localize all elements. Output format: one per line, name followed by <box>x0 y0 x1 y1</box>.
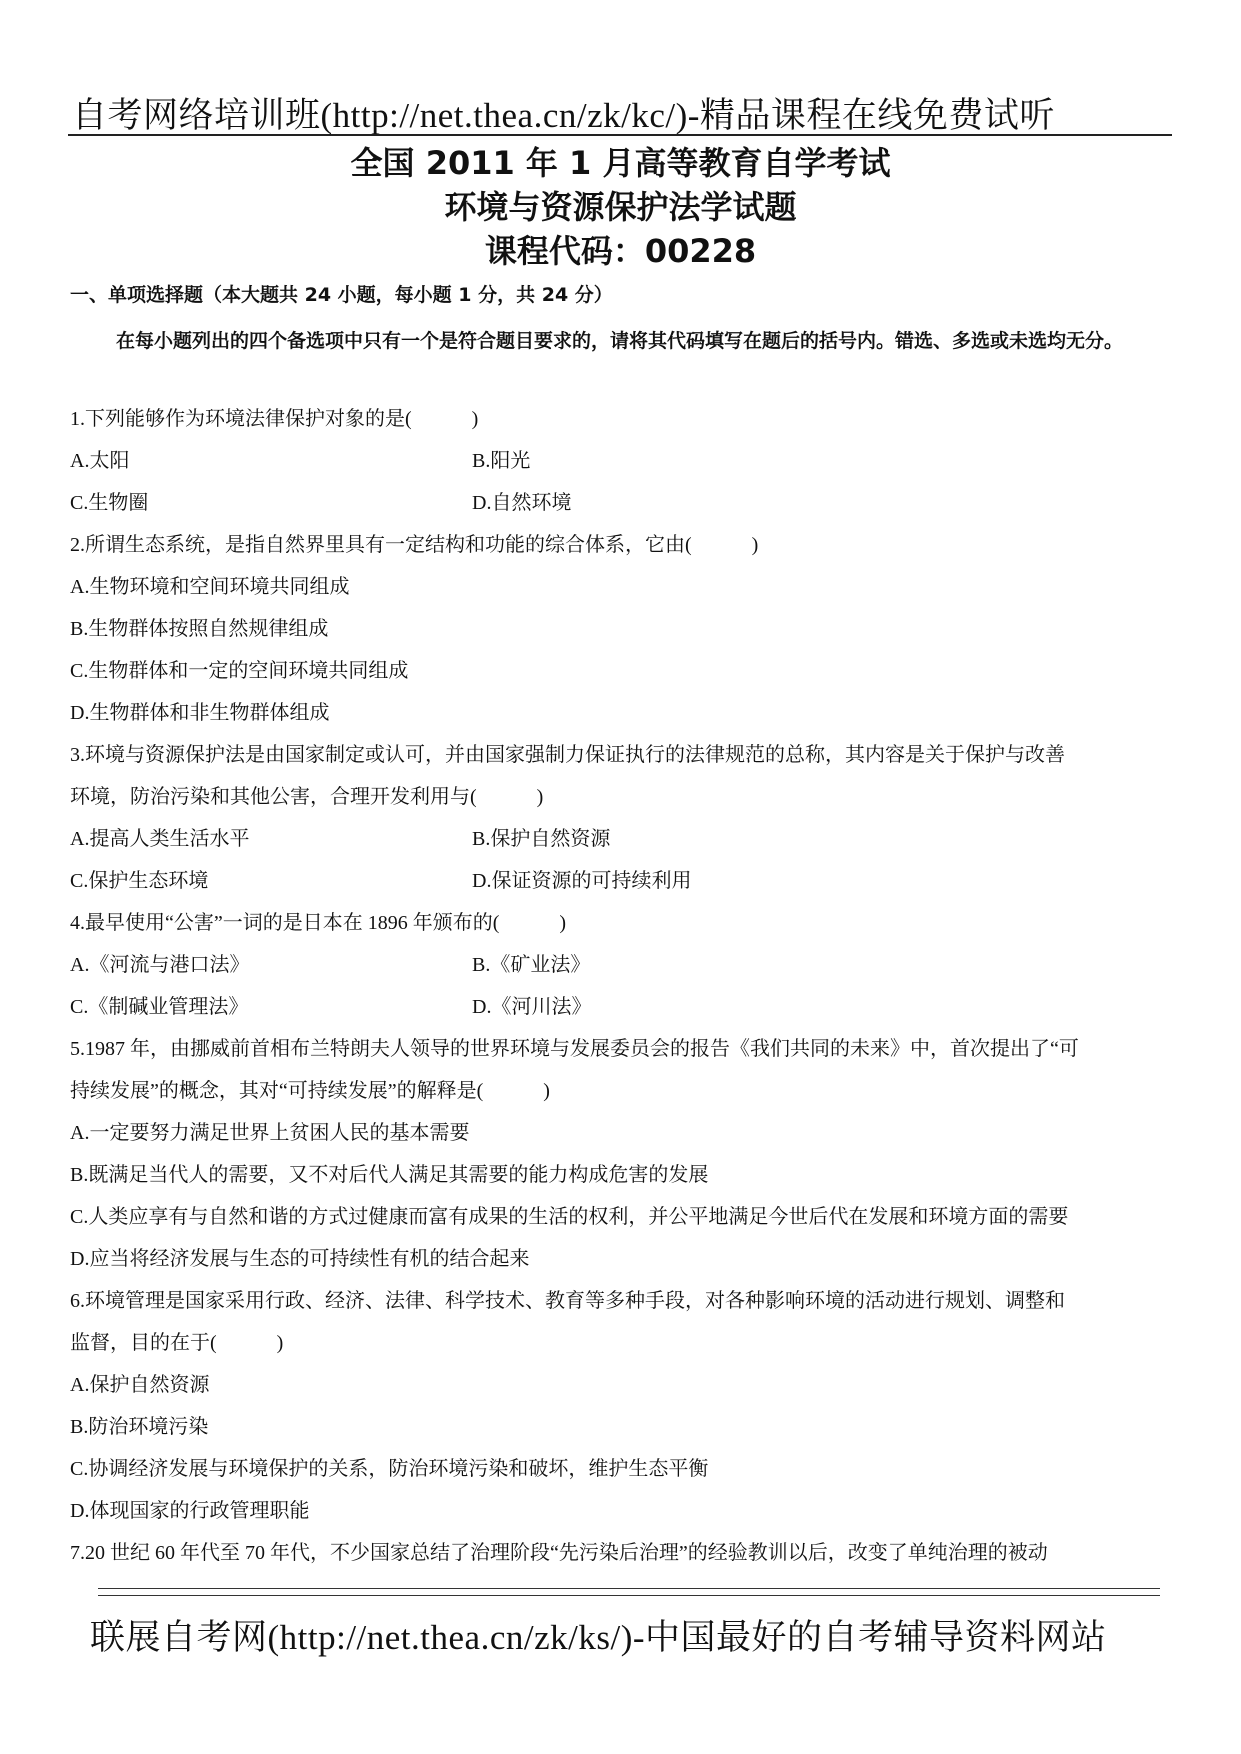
answer-option: C.生物群体和一定的空间环境共同组成 <box>70 660 409 682</box>
question-list <box>70 398 1180 1574</box>
option-row <box>70 1364 1180 1406</box>
section-heading: 一、单项选择题（本大题共 24 小题，每小题 1 分，共 24 分） <box>70 284 613 306</box>
option-row <box>70 944 1180 986</box>
answer-option: A.一定要努力满足世界上贫困人民的基本需要 <box>70 1122 470 1144</box>
answer-option: D.《河川法》 <box>472 996 592 1018</box>
option-row <box>70 1112 1180 1154</box>
answer-option: C.生物圈 <box>70 492 149 514</box>
answer-option: A.《河流与港口法》 <box>70 954 250 976</box>
answer-option: D.自然环境 <box>472 492 572 514</box>
course-code: 课程代码：00228 <box>484 232 757 270</box>
answer-option: B.保护自然资源 <box>472 828 611 850</box>
footer-banner: 联展自考网(http://net.thea.cn/zk/ks/)-中国最好的自考辅导资料网站 <box>90 1618 1107 1657</box>
answer-option: B.生物群体按照自然规律组成 <box>70 618 329 640</box>
question-4 <box>70 902 1180 1028</box>
question-3 <box>70 734 1180 902</box>
option-row <box>70 1490 1180 1532</box>
header-divider <box>68 134 1172 136</box>
option-row <box>70 482 1180 524</box>
answer-option: D.应当将经济发展与生态的可持续性有机的结合起来 <box>70 1248 530 1270</box>
question-stem: 7.20 世纪 60 年代至 70 年代，不少国家总结了治理阶段“先污染后治理”的经验教训以后，改变了单纯治理的被动 <box>70 1542 1048 1564</box>
answer-option: A.保护自然资源 <box>70 1374 210 1396</box>
answer-option: B.《矿业法》 <box>472 954 591 976</box>
question-stem: 3.环境与资源保护法是由国家制定或认可，并由国家强制力保证执行的法律规范的总称，其内容是关于保护与改善 <box>70 744 1065 766</box>
option-row <box>70 1238 1180 1280</box>
option-row <box>70 692 1180 734</box>
question-7 <box>70 1532 1180 1574</box>
footer-divider <box>98 1588 1160 1589</box>
option-row <box>70 1448 1180 1490</box>
answer-option: C.人类应享有与自然和谐的方式过健康而富有成果的生活的权利，并公平地满足今世后代在发展和环境方面的需要 <box>70 1206 1069 1228</box>
question-stem: 1.下列能够作为环境法律保护对象的是( ) <box>70 408 479 430</box>
exam-title: 全国 2011 年 1 月高等教育自学考试 <box>350 144 891 182</box>
answer-option: B.阳光 <box>472 450 531 472</box>
answer-option: C.保护生态环境 <box>70 870 209 892</box>
option-row <box>70 1154 1180 1196</box>
answer-option: D.生物群体和非生物群体组成 <box>70 702 330 724</box>
answer-option: A.提高人类生活水平 <box>70 828 250 850</box>
option-row <box>70 860 1180 902</box>
answer-option: A.太阳 <box>70 450 130 472</box>
option-row <box>70 1196 1180 1238</box>
question-stem: 监督，目的在于( ) <box>70 1332 284 1354</box>
answer-option: C.协调经济发展与环境保护的关系，防治环境污染和破坏，维护生态平衡 <box>70 1458 709 1480</box>
answer-option: B.防治环境污染 <box>70 1416 209 1438</box>
question-stem: 6.环境管理是国家采用行政、经济、法律、科学技术、教育等多种手段，对各种影响环境的活动进行规划、调整和 <box>70 1290 1065 1312</box>
answer-option: D.保证资源的可持续利用 <box>472 870 692 892</box>
option-row <box>70 440 1180 482</box>
header-banner: 自考网络培训班(http://net.thea.cn/zk/kc/)-精品课程在线免费试听 <box>72 96 1055 135</box>
answer-option: B.既满足当代人的需要，又不对后代人满足其需要的能力构成危害的发展 <box>70 1164 709 1186</box>
footer-divider-second <box>98 1595 1160 1596</box>
section-instruction: 在每小题列出的四个备选项中只有一个是符合题目要求的，请将其代码填写在题后的括号内。错选、多选或未选均无分。 <box>116 330 1124 352</box>
option-row <box>70 650 1180 692</box>
question-2 <box>70 524 1180 734</box>
question-stem: 持续发展”的概念，其对“可持续发展”的解释是( ) <box>70 1080 550 1102</box>
option-row <box>70 608 1180 650</box>
question-5 <box>70 1028 1180 1280</box>
question-6 <box>70 1280 1180 1532</box>
answer-option: C.《制碱业管理法》 <box>70 996 249 1018</box>
question-stem: 5.1987 年，由挪威前首相布兰特朗夫人领导的世界环境与发展委员会的报告《我们共同的未来》中，首次提出了“可 <box>70 1038 1079 1060</box>
option-row <box>70 566 1180 608</box>
option-row <box>70 1406 1180 1448</box>
question-stem: 4.最早使用“公害”一词的是日本在 1896 年颁布的( ) <box>70 912 567 934</box>
option-row <box>70 986 1180 1028</box>
answer-option: D.体现国家的行政管理职能 <box>70 1500 310 1522</box>
exam-subject-title: 环境与资源保护法学试题 <box>444 188 797 226</box>
option-row <box>70 818 1180 860</box>
question-1 <box>70 398 1180 524</box>
question-stem: 2.所谓生态系统，是指自然界里具有一定结构和功能的综合体系，它由( ) <box>70 534 759 556</box>
answer-option: A.生物环境和空间环境共同组成 <box>70 576 350 598</box>
question-stem: 环境，防治污染和其他公害，合理开发利用与( ) <box>70 786 544 808</box>
